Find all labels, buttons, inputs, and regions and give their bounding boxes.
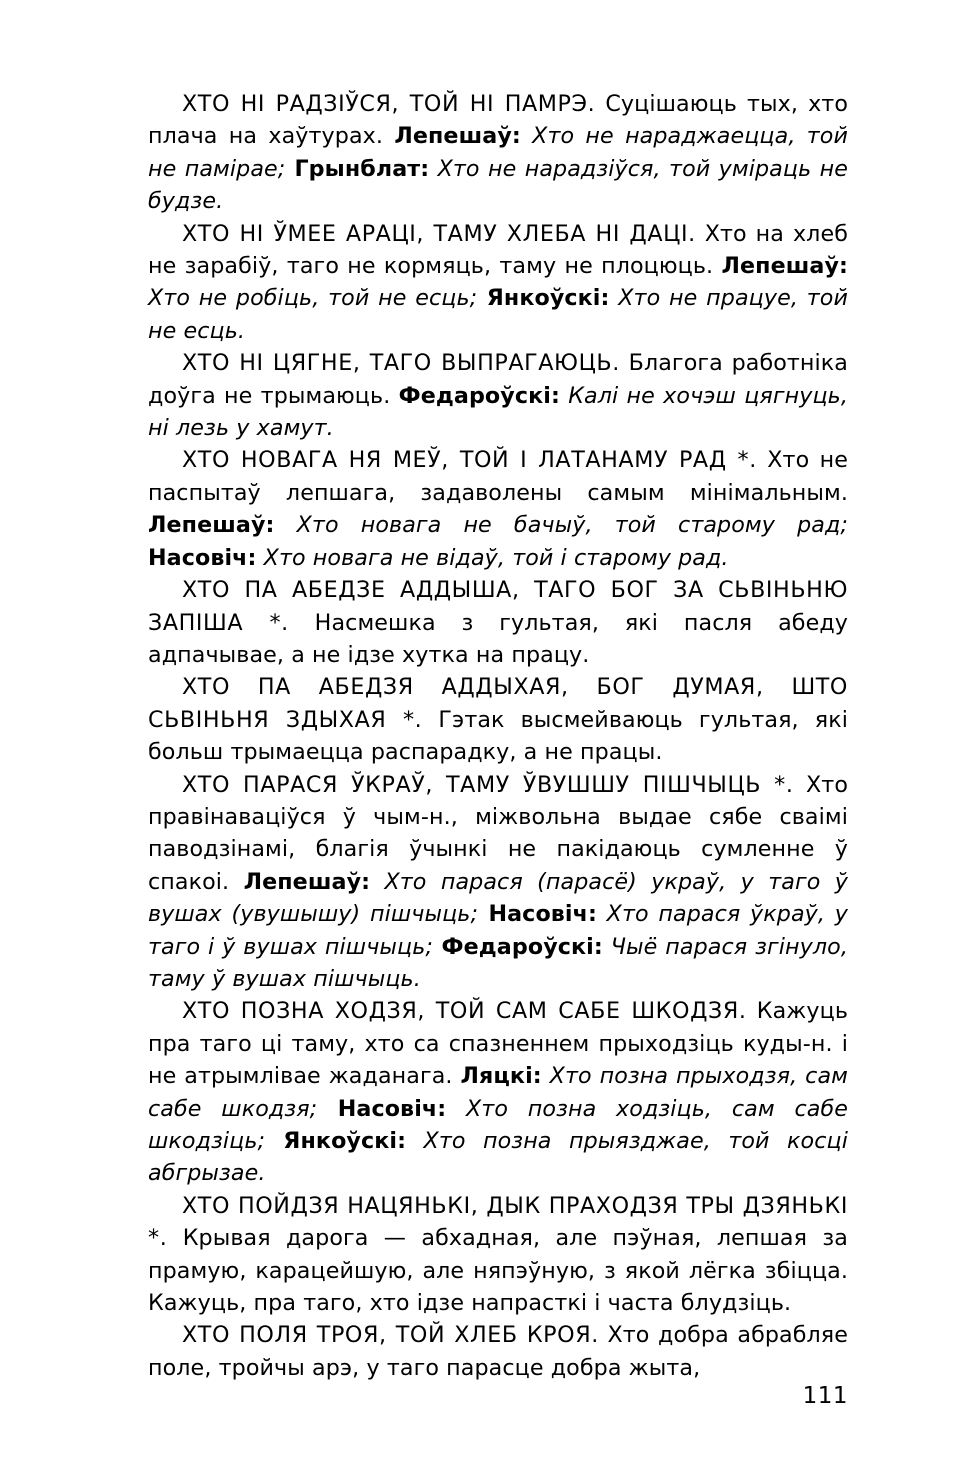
entry-source: Лепешаў:: [721, 253, 848, 280]
entry-gloss: Хто правінаваціўся ў чым-н., міжвольна выдае сябе сваімі паводзінамі, благія ўчынкі не пакідаюць сумленне ў спакоі.: [148, 771, 848, 895]
entry-source: Федароўскі:: [398, 382, 560, 409]
entry-citation: Чыё парася згінуло, таму ў вушах пішчыць.: [148, 933, 848, 992]
entry-source: Лепешаў:: [148, 512, 275, 539]
entry-citation: Хто не нараджаецца, той не памірае;: [148, 123, 848, 182]
entry-gloss: Хто добра абрабляе поле, тройчы арэ, у таго парасце добра жыта,: [148, 1322, 848, 1381]
entry-citation: Хто новага не бачыў, той старому рад;: [274, 512, 848, 539]
entry-headword: ХТО ПАРАСЯ ЎКРАЎ, ТАМУ ЎВУШШУ ПІШЧЫЦЬ *.: [182, 771, 794, 798]
dictionary-entry: [148, 995, 848, 1189]
entry-citation: Хто позна прыязджае, той косці абгрызае.: [148, 1128, 848, 1187]
dictionary-entry: [148, 88, 848, 218]
entry-source: Насовіч:: [148, 544, 257, 571]
dictionary-entry: [148, 1319, 848, 1384]
entry-citation: Хто не нарадзіўся, той уміраць не будзе.: [148, 155, 848, 215]
dictionary-entry: [148, 769, 848, 996]
entry-headword: ХТО НОВАГА НЯ МЕЎ, ТОЙ І ЛАТАНАМУ РАД *.: [182, 447, 757, 474]
entry-citation: Хто позна прыходзя, сам сабе шкодзя;: [148, 1063, 848, 1122]
entry-citation: Хто парася ўкраў, у таго і ў вушах пішчыць;: [148, 901, 848, 960]
entry-gloss: Гэтак высмейваюць гультая, які больш трымаецца распарадку, а не працы.: [148, 706, 848, 766]
page-number: 111: [802, 1383, 848, 1409]
entry-citation: Калі не хочэш цягнуць, ні лезь у хамут.: [148, 382, 848, 442]
entry-headword: ХТО ПА АБЕДЗЕ АДДЫША, ТАГО БОГ ЗА СЬВІНЬНЮ ЗАПІША *.: [148, 577, 848, 636]
entry-source: Лепешаў:: [243, 868, 371, 895]
dictionary-entry: [148, 444, 848, 574]
dictionary-entry: [148, 574, 848, 671]
entry-source: Ляцкі:: [460, 1063, 542, 1090]
dictionary-entry: [148, 671, 848, 768]
entry-citation: Хто парася (парасё) украў, у таго ў вушах (увушышу) пішчыць;: [148, 868, 848, 928]
entry-citation: Хто не робіць, той не есць;: [148, 285, 478, 312]
entry-headword: ХТО НІ ЦЯГНЕ, ТАГО ВЫПРАГАЮЦЬ.: [182, 350, 620, 377]
dictionary-entry: [148, 1190, 848, 1320]
entry-citation: Хто не працуе, той не есць.: [148, 285, 848, 344]
entry-headword: ХТО НІ ЎМЕЕ АРАЦІ, ТАМУ ХЛЕБА НІ ДАЦІ.: [182, 220, 696, 247]
entry-source: Янкоўскі:: [477, 285, 610, 312]
entry-headword: ХТО ПОЛЯ ТРОЯ, ТОЙ ХЛЕБ КРОЯ.: [182, 1322, 599, 1349]
dictionary-entry: [148, 218, 848, 348]
entry-gloss: Хто на хлеб не зарабіў, таго не кормяць, таму не плоцюць.: [148, 220, 848, 280]
entry-gloss: Суцішаюць тых, хто плача на хаўтурах.: [148, 91, 849, 150]
entry-gloss: Хто не паспытаў лепшага, задаволены самым мінімальным.: [148, 447, 848, 506]
entry-source: Насовіч:: [478, 901, 597, 928]
entry-source: Федароўскі:: [432, 933, 603, 960]
entry-gloss: Благога работніка доўга не трымаюць.: [148, 350, 848, 409]
entry-source: Лепешаў:: [394, 123, 521, 150]
entry-citation: Хто позна ходзіць, сам сабе шкодзіць;: [148, 1095, 849, 1154]
dictionary-entry: [148, 347, 848, 444]
entry-gloss: Насмешка з гультая, які пасля абеду адпачывае, а не ідзе хутка на працу.: [148, 609, 848, 668]
entry-gloss: Крывая дарога — абхадная, але пэўная, лепшая за прамую, карацейшую, але няпэўную, з якой лёгка збіцца. Кажуць, пра таго, хто ідзе напрасткі і часта блудзіць.: [148, 1225, 848, 1317]
entry-gloss: Кажуць пра таго ці таму, хто са спазненнем прыходзіць куды-н. і не атрымлівае жаданага.: [148, 998, 849, 1090]
entry-headword: ХТО ПОЗНА ХОДЗЯ, ТОЙ САМ САБЕ ШКОДЗЯ.: [182, 998, 747, 1025]
entry-headword: ХТО НІ РАДЗІЎСЯ, ТОЙ НІ ПАМРЭ.: [182, 91, 596, 117]
entry-source: Насовіч:: [317, 1095, 447, 1122]
page-body: [148, 88, 848, 1384]
entry-headword: ХТО ПА АБЕДЗЯ АДДЫХАЯ, БОГ ДУМАЯ, ШТО СЬВІНЬНЯ ЗДЫХАЯ *.: [148, 674, 848, 733]
entry-source: Грынблат:: [285, 155, 430, 182]
entry-source: Янкоўскі:: [265, 1128, 407, 1154]
entry-headword: ХТО ПОЙДЗЯ НАЦЯНЬКІ, ДЫК ПРАХОДЗЯ ТРЫ ДЗЯНЬКІ *.: [148, 1192, 848, 1252]
entry-citation: Хто новага не відаў, той і старому рад.: [256, 544, 729, 571]
